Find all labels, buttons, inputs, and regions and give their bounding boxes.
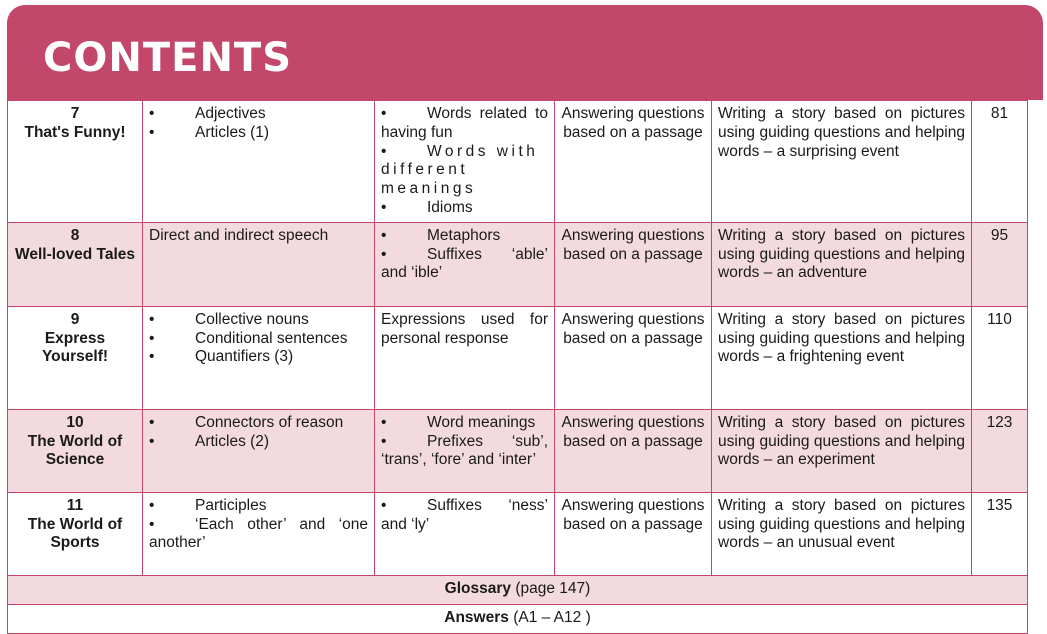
reading-cell: Answering questions based on a passage xyxy=(555,222,712,306)
unit-number: 7 xyxy=(70,105,80,122)
writing-cell: Writing a story based on pictures using guiding questions and helping words – a frightening event xyxy=(712,306,972,409)
glossary-row xyxy=(8,575,1028,604)
unit-number: 9 xyxy=(70,310,80,328)
table-row xyxy=(8,409,1028,492)
contents-table xyxy=(7,100,1028,634)
list-item: • Quantifiers (3) xyxy=(149,348,294,366)
page-number: 135 xyxy=(972,492,1028,575)
page-number: 110 xyxy=(972,306,1028,409)
unit-cell xyxy=(8,492,143,575)
bullet: • xyxy=(381,496,387,514)
bullet: • xyxy=(149,413,155,431)
list-item: • Connectors of reason xyxy=(149,413,344,431)
page-number: 81 xyxy=(972,101,1028,223)
bullet: • xyxy=(381,105,387,122)
page-title: CONTENTS xyxy=(43,35,293,81)
bullet: • xyxy=(149,496,155,514)
bullet: • xyxy=(381,432,387,450)
unit-number: 8 xyxy=(70,226,80,244)
list-item: • Participles xyxy=(149,496,267,514)
list-item: • Adjectives xyxy=(149,105,266,122)
reading-cell: Answering questions based on a passage xyxy=(555,409,712,492)
unit-cell xyxy=(8,409,143,492)
bullet: • xyxy=(381,142,387,160)
list-item: • Words related to having fun xyxy=(381,105,548,141)
unit-cell xyxy=(8,222,143,306)
bullet: • xyxy=(381,413,387,431)
table-row xyxy=(8,492,1028,575)
list-item: • Suffixes ‘able’ and ‘ible’ xyxy=(381,245,548,282)
list-item: • Suffixes ‘ness’ and ‘ly’ xyxy=(381,496,548,533)
glossary-detail: (page 147) xyxy=(515,580,591,598)
list-item: • Metaphors xyxy=(381,226,501,244)
list-item: • Articles (2) xyxy=(149,432,270,450)
table-row xyxy=(8,306,1028,409)
list-item: • Collective nouns xyxy=(149,310,309,328)
contents-header xyxy=(7,5,1043,100)
bullet: • xyxy=(149,432,155,450)
unit-title: The World of Science xyxy=(27,432,123,469)
list-item: • Words with different meanings xyxy=(381,142,539,198)
page-number: 95 xyxy=(972,222,1028,306)
answers-label: Answers xyxy=(444,609,509,627)
grammar-cell xyxy=(143,101,375,223)
unit-title: The World of Sports xyxy=(27,515,123,552)
reading-cell: Answering questions based on a passage xyxy=(555,306,712,409)
answers-detail: (A1 – A12 ) xyxy=(513,609,591,627)
grammar-cell xyxy=(143,306,375,409)
vocabulary-cell: Expressions used for personal response xyxy=(375,306,555,409)
reading-cell: Answering questions based on a passage xyxy=(555,492,712,575)
vocabulary-cell xyxy=(375,222,555,306)
bullet: • xyxy=(381,245,387,263)
unit-title: That's Funny! xyxy=(24,123,126,141)
unit-title: Express Yourself! xyxy=(41,329,109,366)
vocabulary-cell xyxy=(375,101,555,223)
table-row xyxy=(8,222,1028,306)
reading-cell: Answering questions based on a passage xyxy=(555,101,712,223)
grammar-cell: Direct and indirect speech xyxy=(143,222,375,306)
bullet: • xyxy=(149,329,155,347)
list-item: • Articles (1) xyxy=(149,123,270,141)
vocabulary-cell xyxy=(375,492,555,575)
bullet: • xyxy=(381,226,387,244)
writing-cell: Writing a story based on pictures using guiding questions and helping words – a surprising event xyxy=(712,101,972,223)
bullet: • xyxy=(149,105,155,122)
grammar-cell xyxy=(143,492,375,575)
glossary-label: Glossary xyxy=(444,580,512,598)
list-item: • Conditional sentences xyxy=(149,329,348,347)
glossary-cell xyxy=(8,575,1028,604)
vocabulary-cell xyxy=(375,409,555,492)
grammar-cell xyxy=(143,409,375,492)
unit-number: 11 xyxy=(66,496,84,514)
writing-cell: Writing a story based on pictures using guiding questions and helping words – an adventure xyxy=(712,222,972,306)
list-item: • ‘Each other’ and ‘one another’ xyxy=(149,515,368,552)
bullet: • xyxy=(381,198,387,216)
answers-cell xyxy=(8,604,1028,633)
unit-cell xyxy=(8,101,143,223)
answers-row xyxy=(8,604,1028,633)
unit-title: Well-loved Tales xyxy=(14,245,136,263)
bullet: • xyxy=(149,123,155,141)
bullet: • xyxy=(149,348,155,366)
bullet: • xyxy=(149,515,155,533)
writing-cell: Writing a story based on pictures using guiding questions and helping words – an experiment xyxy=(712,409,972,492)
list-item: • Prefixes ‘sub’, ‘trans’, ‘fore’ and ‘inter’ xyxy=(381,432,548,469)
list-item: • Idioms xyxy=(381,198,473,216)
bullet: • xyxy=(149,310,155,328)
page-number: 123 xyxy=(972,409,1028,492)
list-item: • Word meanings xyxy=(381,413,536,431)
writing-cell: Writing a story based on pictures using guiding questions and helping words – an unusual event xyxy=(712,492,972,575)
unit-cell xyxy=(8,306,143,409)
table-row xyxy=(8,101,1028,223)
unit-number: 10 xyxy=(66,413,84,431)
